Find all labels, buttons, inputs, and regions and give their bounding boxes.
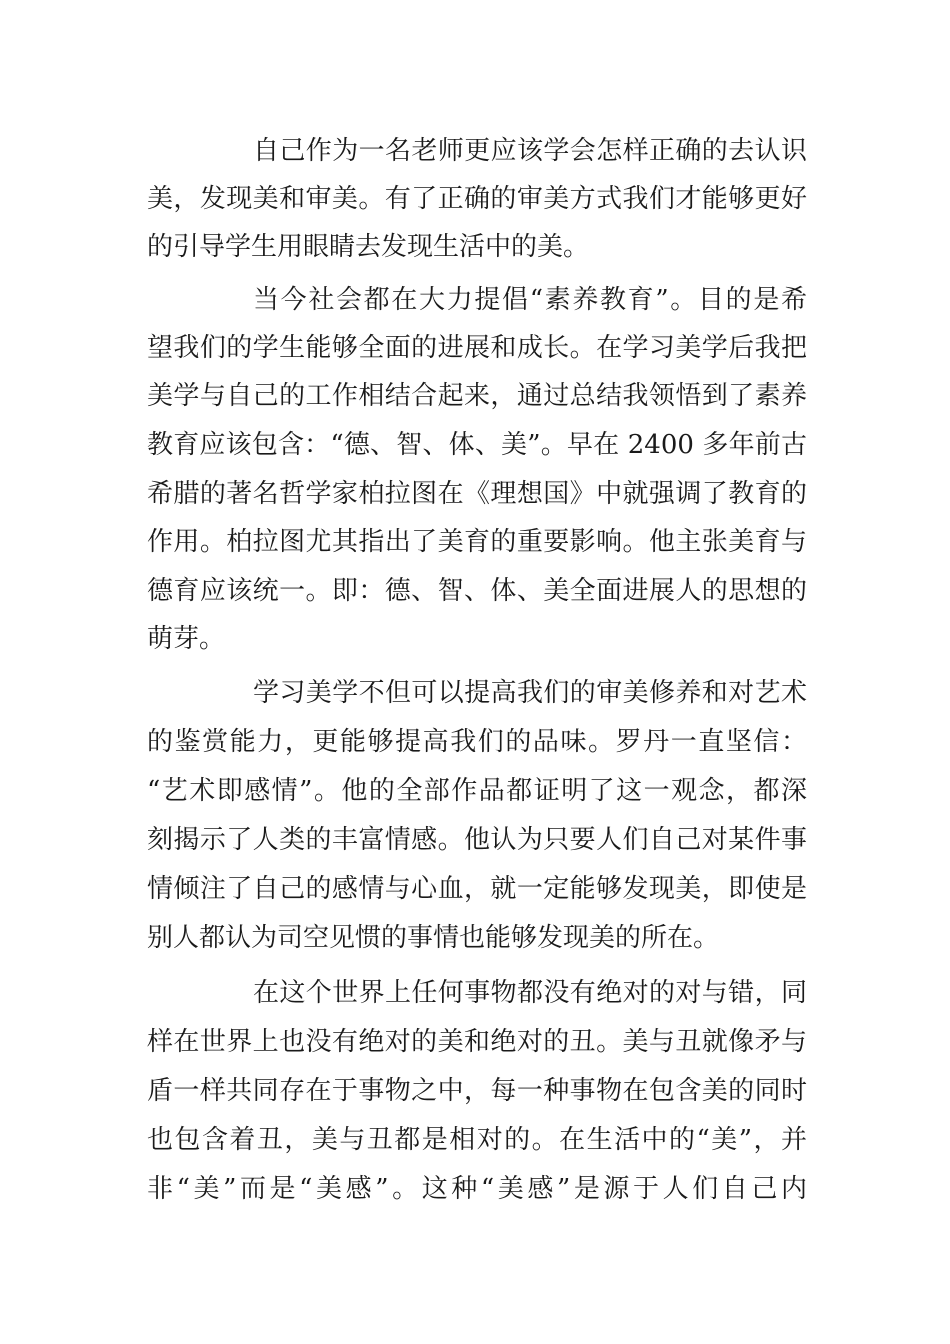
paragraph-2-line-7: 德育应该统一。即：德、智、体、美全面进展人的思想的 (147, 576, 807, 606)
paragraph-2-line-8: 萌芽。 (147, 624, 226, 654)
paragraph-3-line-6: 别人都认为司空见惯的事情也能够发现美的所在。 (147, 923, 720, 953)
paragraph-1-line-1: 自己作为一名老师更应该学会怎样正确的去认识 (253, 136, 807, 166)
paragraph-4-line-1: 在这个世界上任何事物都没有绝对的对与错，同 (253, 978, 807, 1008)
paragraph-3-line-5: 情倾注了自己的感情与心血，就一定能够发现美，即使是 (147, 874, 807, 904)
paragraph-4-line-3: 盾一样共同存在于事物之中，每一种事物在包含美的同时 (147, 1076, 807, 1106)
paragraph-4-line-4: 也包含着丑，美与丑都是相对的。在生活中的“美”，并 (147, 1125, 807, 1155)
paragraph-2-line-2: 望我们的学生能够全面的进展和成长。在学习美学后我把 (147, 333, 807, 363)
paragraph-3-line-2: 的鉴赏能力，更能够提高我们的品味。罗丹一直坚信： (147, 727, 807, 757)
paragraph-3-line-3: “艺术即感情”。他的全部作品都证明了这一观念，都深 (147, 776, 807, 806)
paragraph-4-line-5: 非“美”而是“美感”。这种“美感”是源于人们自己内 (147, 1174, 807, 1204)
paragraph-2-line-1: 当今社会都在大力提倡“素养教育”。目的是希 (253, 285, 807, 315)
paragraph-2-line-5: 希腊的著名哲学家柏拉图在《理想国》中就强调了教育的 (147, 479, 807, 509)
paragraph-4-line-2: 样在世界上也没有绝对的美和绝对的丑。美与丑就像矛与 (147, 1027, 807, 1057)
paragraph-1-line-3: 的引导学生用眼睛去发现生活中的美。 (147, 232, 590, 262)
paragraph-3-line-4: 刻揭示了人类的丰富情感。他认为只要人们自己对某件事 (147, 825, 807, 855)
paragraph-3-line-1: 学习美学不但可以提高我们的审美修养和对艺术 (253, 678, 807, 708)
paragraph-1-line-2: 美，发现美和审美。有了正确的审美方式我们才能够更好 (147, 184, 807, 214)
paragraph-2-line-6: 作用。柏拉图尤其指出了美育的重要影响。他主张美育与 (147, 527, 807, 557)
paragraph-2-line-4: 教育应该包含：“德、智、体、美”。早在 2400 多年前古 (147, 430, 807, 460)
paragraph-2-line-3: 美学与自己的工作相结合起来，通过总结我领悟到了素养 (147, 381, 807, 411)
